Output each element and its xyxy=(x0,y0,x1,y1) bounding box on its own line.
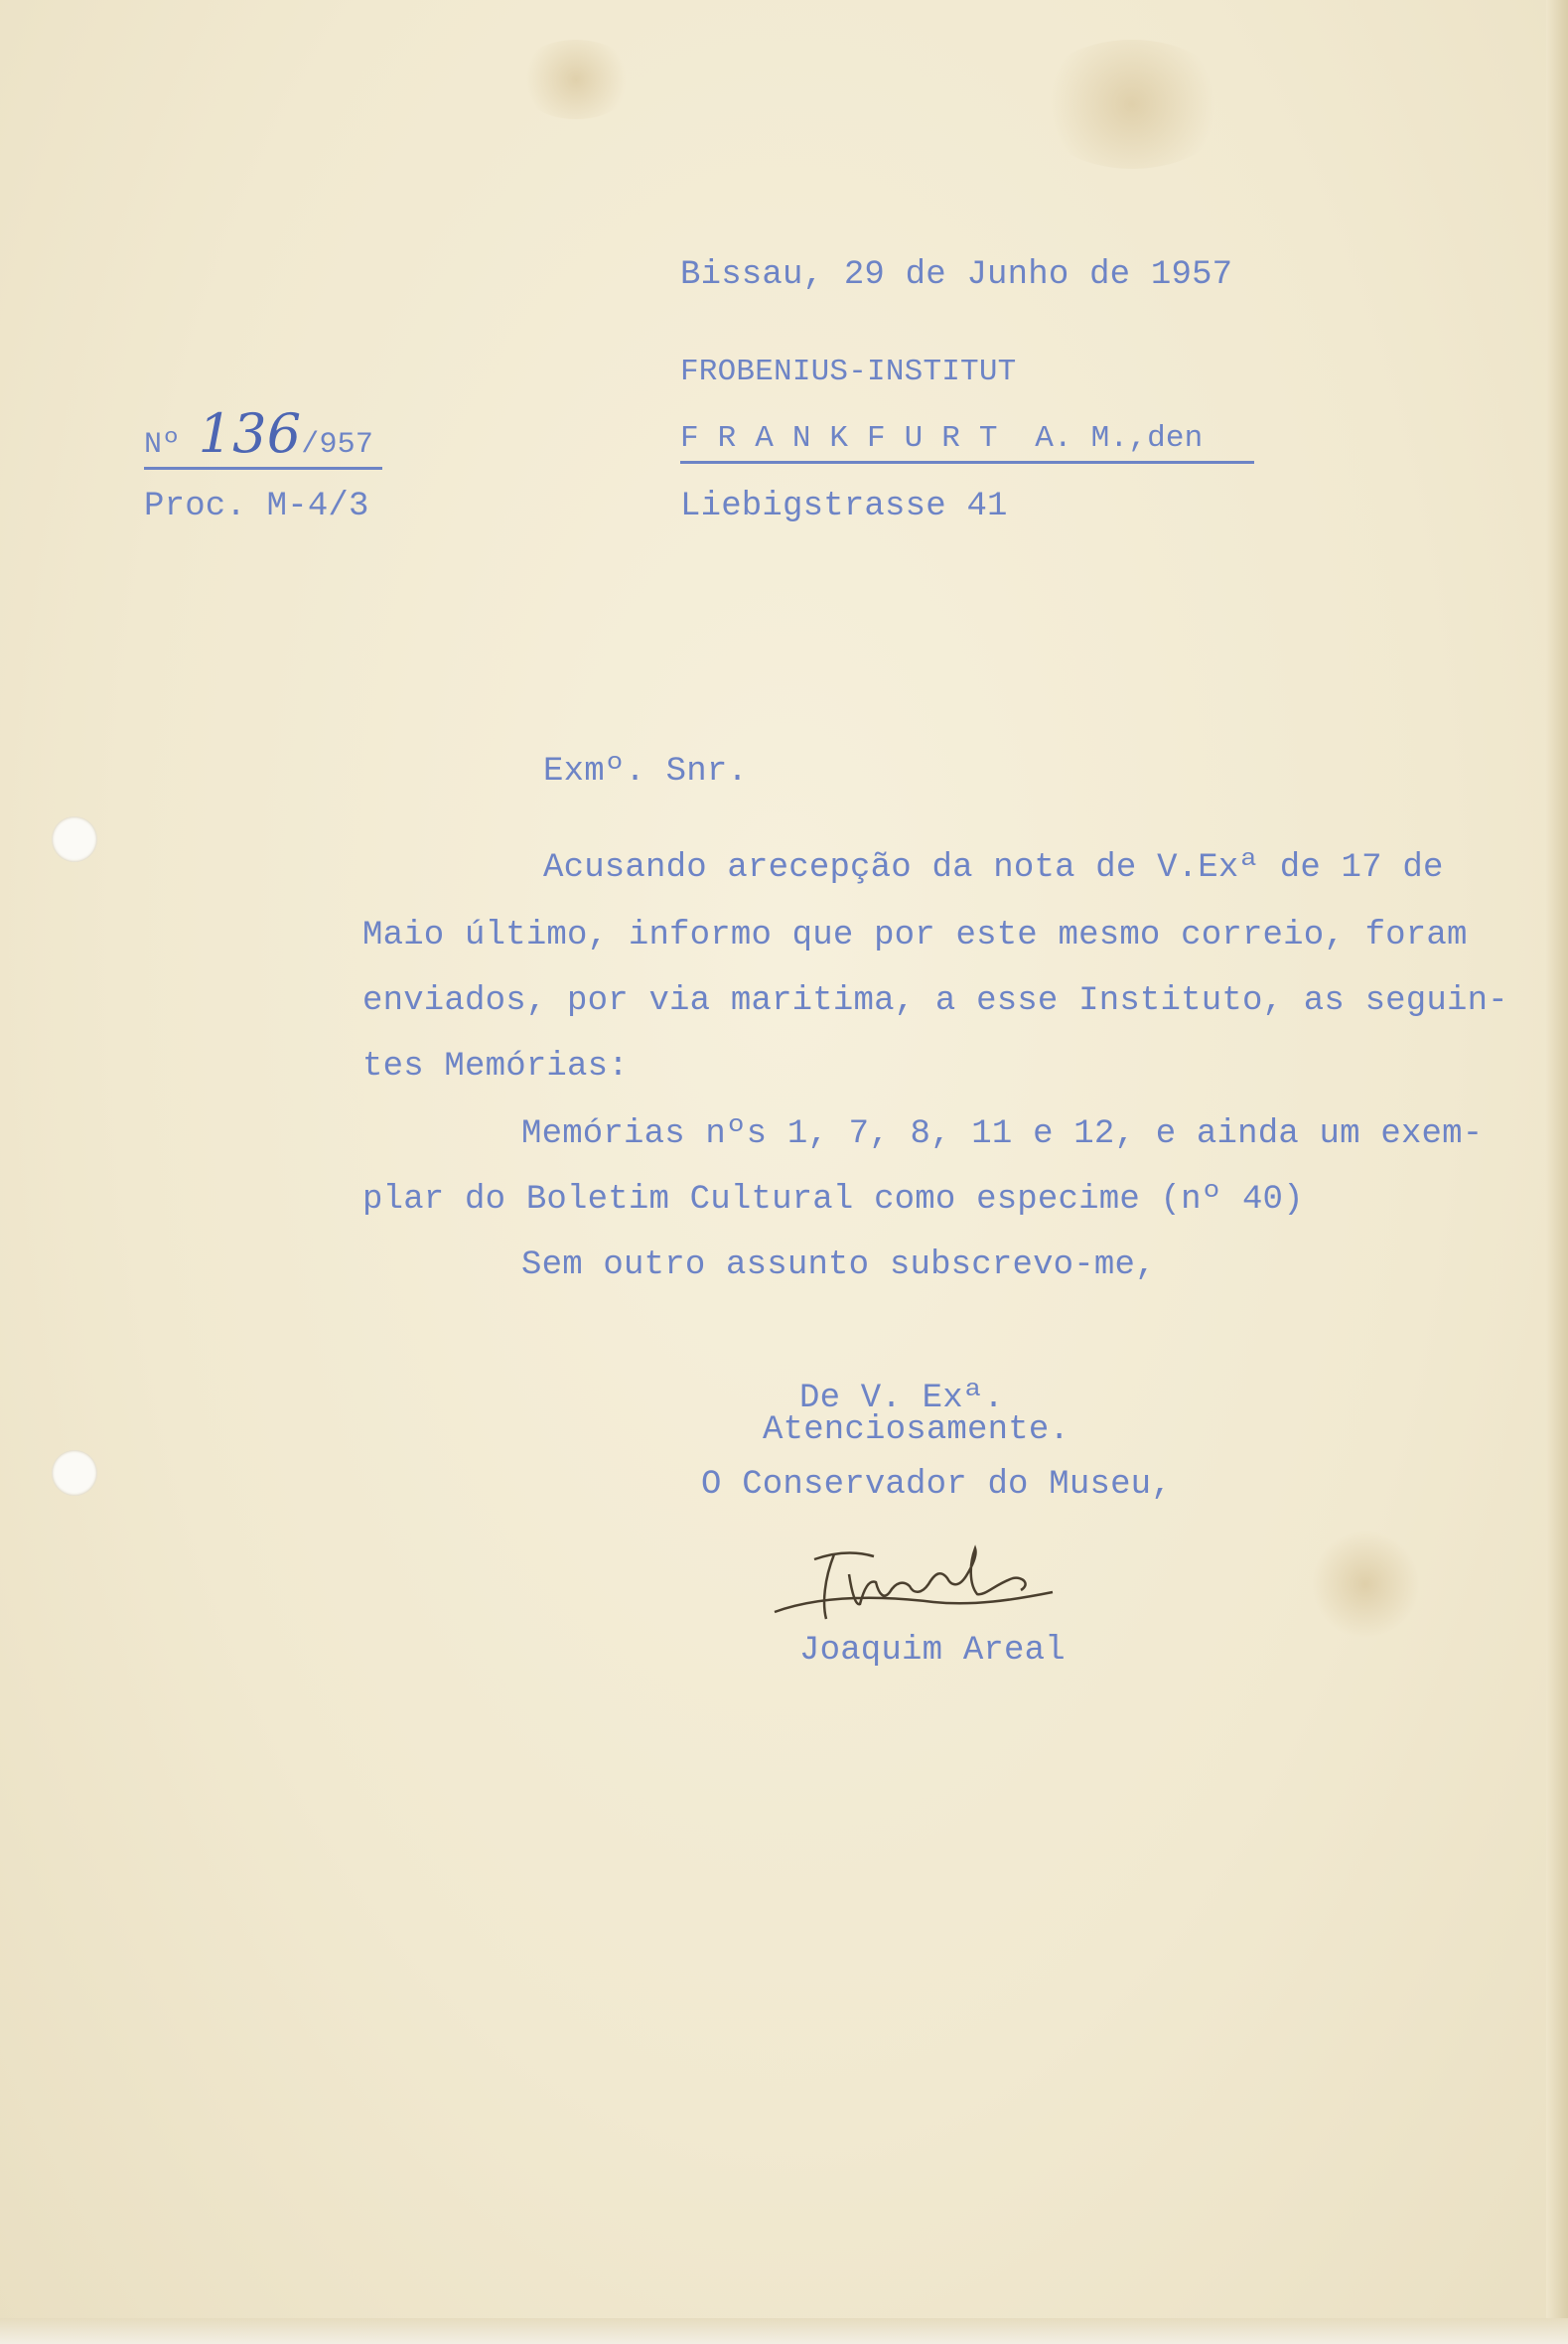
body-line: Acusando arecepção da nota de V.Exª de 17 de xyxy=(543,849,1444,887)
body-line: plar do Boletim Cultural como especime (nº 40) xyxy=(362,1181,1304,1219)
process-number: Proc. M-4/3 xyxy=(144,488,369,525)
paper-right-edge xyxy=(1546,0,1568,2344)
paper-bottom-edge xyxy=(0,2318,1568,2344)
reference-number xyxy=(144,402,382,470)
paper-stain xyxy=(1311,1530,1420,1639)
reference-prefix: Nº xyxy=(144,428,181,462)
paper-stain xyxy=(1033,40,1231,169)
closing-line: O Conservador do Museu, xyxy=(701,1466,1172,1504)
punch-hole xyxy=(52,1450,97,1496)
recipient-name: FROBENIUS-INSTITUT xyxy=(680,355,1017,389)
paper-stain xyxy=(516,40,636,119)
signature xyxy=(765,1535,1063,1629)
recipient-city: F R A N K F U R T A. M.,den xyxy=(680,419,1254,464)
body-line: Sem outro assunto subscrevo-me, xyxy=(521,1246,1156,1284)
signer-name: Joaquim Areal xyxy=(799,1632,1066,1670)
handwritten-number: 136 xyxy=(198,402,302,465)
body-line: tes Memórias: xyxy=(362,1048,629,1086)
date-line: Bissau, 29 de Junho de 1957 xyxy=(680,256,1233,294)
closing-line: Atenciosamente. xyxy=(763,1411,1070,1449)
reference-suffix: /957 xyxy=(301,428,374,462)
body-line: Memórias nºs 1, 7, 8, 11 e 12, e ainda um exem- xyxy=(521,1115,1484,1153)
punch-hole xyxy=(52,816,97,862)
closing-line: De V. Exª. xyxy=(799,1380,1005,1417)
body-line: enviados, por via maritima, a esse Instituto, as seguin- xyxy=(362,982,1508,1020)
salutation: Exmº. Snr. xyxy=(543,753,749,791)
recipient-street: Liebigstrasse 41 xyxy=(680,488,1008,525)
body-line: Maio último, informo que por este mesmo correio, foram xyxy=(362,917,1468,954)
